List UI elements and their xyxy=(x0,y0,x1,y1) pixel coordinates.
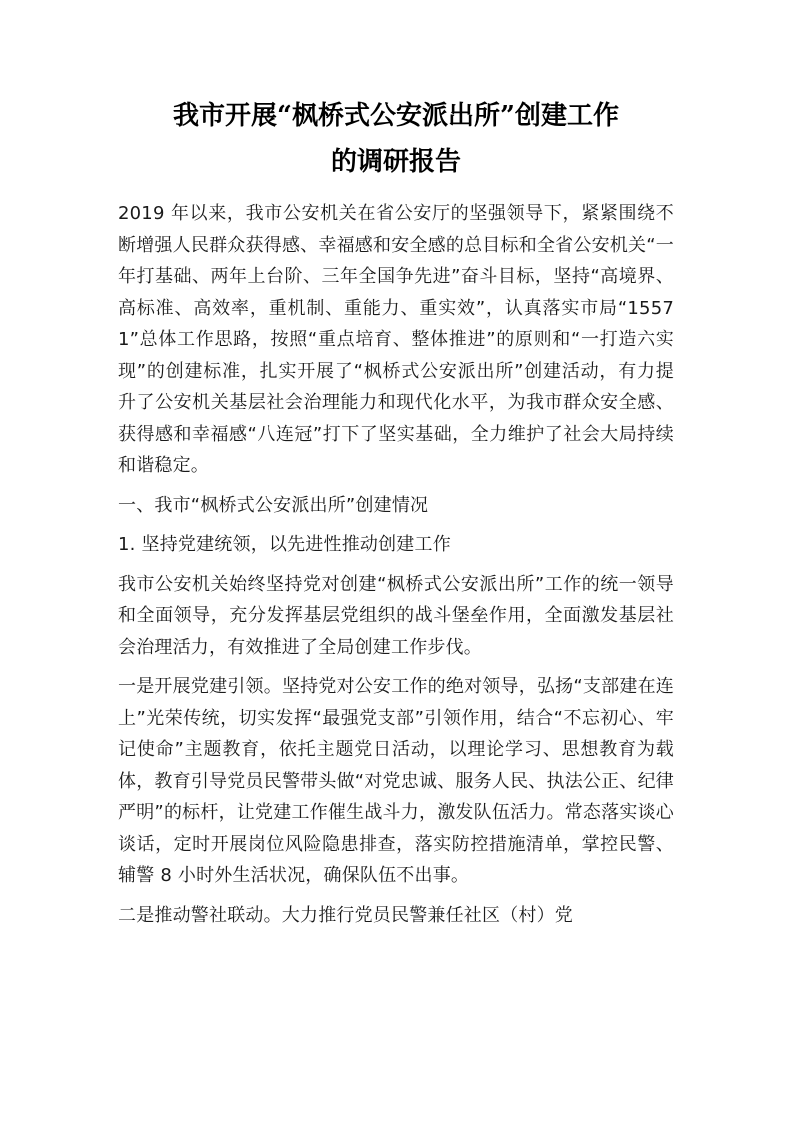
title-line-2: 的调研报告 xyxy=(330,147,461,177)
title-line-1: 我市开展“枫桥式公安派出所”创建工作 xyxy=(173,101,619,131)
section-heading: 一、我市“枫桥式公安派出所”创建情况 xyxy=(118,494,429,516)
subsection-heading: 1. 坚持党建统领，以先进性推动创建工作 xyxy=(118,534,451,555)
intro-paragraph: 2019 年以来，我市公安机关在省公安厅的坚强领导下，紧紧围绕不断增强人民群众获得感、幸福感和安全感的总目标和全省公安机关“一年打基础、两年上台阶、三年全国争先进”奋斗目标，坚持“高境界、高标准、高效率，重机制、重能力、重实效”，认真落实市局“15571”总体工作思路，按照“重点培育、整体推进”的原则和“一打造六实现”的创建标准，扎实开展了“枫桥式公安派出所”创建活动，有力提升了公安机关基层社会治理能力和现代化水平，为我市群众安全感、获得感和幸福感“八连冠”打下了坚实基础，全力维护了社会大局持续和谐稳定。 xyxy=(118,203,674,476)
subsection-paragraph: 我市公安机关始终坚持党对创建“枫桥式公安派出所”工作的统一领导和全面领导，充分发挥基层党组织的战斗堡垒作用，全面激发基层社会治理活力，有效推进了全局创建工作步伐。 xyxy=(118,573,674,658)
document-page xyxy=(118,93,674,939)
document-title xyxy=(118,93,674,185)
point-one-paragraph: 一是开展党建引领。坚持党对公安工作的绝对领导，弘扬“支部建在连上”光荣传统，切实发挥“最强党支部”引领作用，结合“不忘初心、牢记使命”主题教育，依托主题党日活动，以理论学习、思想教育为载体，教育引导党员民警带头做“对党忠诚、服务人民、执法公正、纪律严明”的标杆，让党建工作催生战斗力，激发队伍活力。常态落实谈心谈话，定时开展岗位风险隐患排查，落实防控措施清单，掌控民警、辅警 8 小时外生活状况，确保队伍不出事。 xyxy=(118,676,674,886)
point-two-paragraph: 二是推动警社联动。大力推行党员民警兼任社区（村）党 xyxy=(118,904,573,926)
